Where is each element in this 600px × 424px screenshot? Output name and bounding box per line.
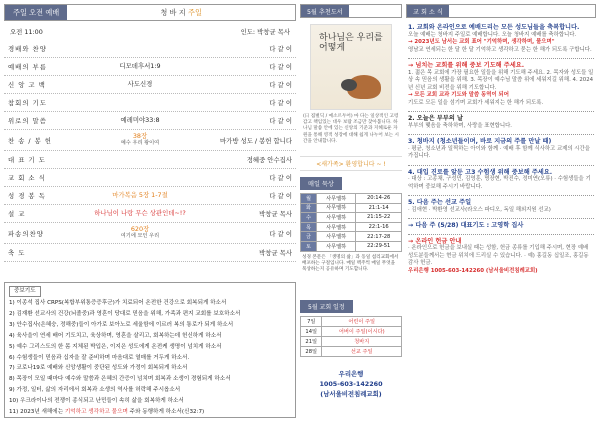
notice-subtext: 영남교 연세되는 한 달 한 달 기억하고 생각하고 묻는 한 해가 되도록 구합니다. [408, 46, 592, 53]
book-title: 하나님은 우리를 어떻게 [319, 33, 383, 53]
order-row [4, 205, 296, 223]
daily-cell: 월 [301, 194, 317, 204]
daily-row [301, 222, 402, 232]
notice-tab: 교 회 소 식 [407, 5, 449, 17]
schedule-row [301, 316, 402, 326]
notice-item [408, 169, 594, 192]
notice-heading: 2. 오늘은 부부의 날 [408, 115, 463, 122]
order-item: 교 회 소 식 [8, 174, 46, 182]
prayer-item: 10) 우크라이나의 전쟁이 종식되고 난민들이 속히 삶을 회복하게 하소서 [9, 398, 184, 405]
notice-divider [408, 195, 594, 196]
order-item: 신 앙 고 백 [8, 81, 46, 89]
notice-highlight: → 2023년도 남서는 교회 표어 "기억하며, 생각하며, 물으며" [408, 39, 555, 45]
notice-body: · 대상 : 고종채, 구성민, 김영훈, 명장현, 박진수, 정미연(오류) · 수험생들을 기억하며 중보해 주시기 바랍니다. [408, 176, 591, 190]
order-item: 찬 송 / 봉 헌 [8, 136, 52, 145]
notice-item [408, 115, 594, 130]
daily-title: 매일 묵상 [300, 177, 342, 190]
order-who: 다 같 이 [269, 192, 292, 200]
daily-cell: 사무엘하 [317, 241, 356, 251]
order-who: 다 같 이 [269, 45, 292, 53]
order-who: 정혜중 안수집사 [246, 156, 292, 164]
daily-cell: 사무엘하 [317, 213, 356, 223]
prayer-item: 7) 코로나19로 예배와 신앙생활이 중단된 성도와 가정이 회복되게 하소서 [9, 365, 188, 372]
schedule-event: 어린이 주일 [322, 316, 402, 326]
order-detail: 예레미야33:8 [120, 115, 160, 124]
daily-cell: 사무엘하 [317, 232, 356, 242]
order-detail: 하나님이 나랑 무슨 상관인데~!? [94, 208, 186, 217]
order-item: 대 표 기 도 [8, 156, 46, 164]
notice-body: · 김애현 · 박환영 선교사(라오스 파디오, 독일 해외지원 선교) [408, 206, 551, 213]
daily-cell: 사무엘하 [317, 203, 356, 213]
order-detail: 디모데후서1:9 [119, 61, 161, 70]
service-tab: 주일 오전 예배 [5, 5, 67, 20]
order-row [4, 244, 296, 262]
schedule-date: 14일 [301, 326, 322, 336]
service-time: 오전 11:00 [10, 28, 43, 36]
notice-subtext: 기도로 모든 일을 섬기며 교회가 세워지는 한 해가 되도록. [408, 99, 544, 106]
book-cover [310, 24, 392, 110]
order-row [4, 169, 296, 187]
welcome-banner: <새가족> 환영합니다 ~ ! [300, 156, 402, 171]
book-tab: 5월 추천도서 [301, 5, 349, 17]
schedule-date: 7일 [301, 316, 322, 326]
schedule-table [300, 316, 402, 357]
daily-cell: 수 [301, 213, 317, 223]
order-row [4, 223, 296, 244]
daily-note: 성경 본문은 「생명의 삶」과 동일 섭리교회에서 배포하는 구절입니다. 매일 맥주씩 매일 무엇을 묵상하는지 공유하며 기도합니다. [302, 254, 399, 272]
notice-item [408, 199, 594, 214]
bank-holder: (남서울비전침례교회) [320, 389, 382, 398]
order-who: 다 같 이 [269, 229, 292, 238]
bird-head-illustration [341, 79, 357, 91]
book-header [300, 4, 402, 18]
order-detail: 사도신경 [127, 79, 153, 88]
notice-highlight: → 모든 교회 교과 기도와 말씀 동역이 되어 [408, 92, 509, 98]
order-who: 다 같 이 [269, 117, 292, 125]
daily-cell: 사무엘하 [317, 194, 356, 204]
service-leader: 인도: 박창균 목사 [240, 28, 290, 36]
order-item: 경배와 찬양 [8, 45, 47, 53]
notice-divider [408, 218, 594, 219]
schedule-event: 청바지 [322, 336, 402, 346]
notice-divider [408, 111, 594, 112]
prayer-item: 4) 육사을이 연세 배어 기도치고, 육상하며, 영혼을 살리고, 회복하는데 헌신하게 하소서 [9, 332, 222, 339]
order-row [4, 187, 296, 205]
order-item: 참회의 기도 [8, 99, 47, 107]
left-column [300, 4, 402, 418]
worship-order [4, 40, 296, 262]
daily-cell: 20:14-26 [356, 194, 402, 204]
prayer-item: 2) 김재환 선교사의 건강(뇌졸중)과 영혼이 당대로 믿음을 위해, 가족과 편지 교회를 보호하소서 [9, 310, 241, 317]
notice-highlight: 우리은행 1005-603-142260 (남서울비전침례교회) [408, 267, 538, 274]
notice-heading: → 온라인 헌금 안내 [408, 237, 462, 245]
schedule-title: 5월 교회 일정 [300, 300, 353, 313]
daily-cell: 21:1-14 [356, 203, 402, 213]
daily-row [301, 213, 402, 223]
order-row [4, 58, 296, 76]
prayer-caption: 중보기도 [9, 286, 41, 297]
schedule-date: 21일 [301, 336, 322, 346]
order-detail: 38장 예수 우리 왕이여 [120, 132, 160, 146]
service-header [4, 4, 296, 21]
schedule-event: 선교 주일 [322, 346, 402, 356]
notice-heading: → 다음 주 (5/28) 대표기도 : 고영학 집사 [408, 222, 524, 229]
order-who: 다 같 이 [269, 99, 292, 107]
prayer-item: 9) 가정, 일터, 삶의 자리에서 회복과 소생의 역사를 허락해 주시옵소서 [9, 387, 181, 394]
right-column [406, 4, 596, 418]
order-who: 다 같 이 [269, 63, 292, 71]
daily-row [301, 203, 402, 213]
prayer-item: 11) 2023년 새해에는 기억하고 생각하고 물으며 주와 동행하게 하소서(신32:7) [9, 409, 205, 416]
order-row [4, 112, 296, 130]
order-detail: 620장 여기에 모인 우리 [120, 225, 160, 239]
book-description: (日 집벌딕 / 예소르두어) 마 다는 일상적인 고령감고 책임있는 대우 보람 조금만 찾아봅니다. 하나님 말씀 안에 있는 신앙의 기준과 지혜로운 자원을 통해 영적 성장에 대해 쉽게 나누어 보는 시간을 안내합니다. [303, 114, 399, 144]
right-page [300, 4, 596, 418]
daily-cell: 22:17-28 [356, 232, 402, 242]
order-item: 성 경 봉 독 [8, 192, 46, 200]
order-who: 다 같 이 [269, 174, 292, 182]
notice-body: 부부의 맺음을 축하하며, 사랑을 표현합니다. [408, 122, 513, 129]
bank-account: 1005-603-142260 [319, 379, 383, 388]
schedule-row [301, 326, 402, 336]
order-row [4, 94, 296, 112]
notice-heading: 4. 대입 진로를 앞둔 고3 수험생 위해 중보해 주세요. [408, 168, 553, 176]
prayer-item: 5) 예수 그리스도의 한 몸 지체된 박입은, 이지은 성도에게 온전케 생명이 넘치게 하소서 [9, 343, 222, 350]
daily-cell: 목 [301, 222, 317, 232]
order-who: 마가방 성도 / 봉헌 합니다 [220, 136, 293, 145]
prayer-item: 3) 안수집사(은혜숭, 정해중)들이 아가로 보아노로 세울함에 이르러 복의 통로가 되게 하소서 [9, 321, 234, 328]
order-item: 예배의 부름 [8, 63, 47, 71]
order-row [4, 151, 296, 169]
daily-row [301, 232, 402, 242]
notice-item [408, 62, 594, 107]
notice-item [408, 238, 594, 276]
schedule-date: 28일 [301, 346, 322, 356]
daily-cell: 화 [301, 203, 317, 213]
notice-divider [408, 134, 594, 135]
bank-info [300, 369, 402, 399]
daily-cell: 사무엘하 [317, 222, 356, 232]
order-item: 위로의 말씀 [8, 117, 47, 125]
notice-heading: → 넘치는 교회를 위해 중보 기도해 주세요. [408, 62, 525, 69]
notice-heading: 5. 다음 주는 선교 주일 [408, 199, 472, 206]
daily-cell: 21:15-22 [356, 213, 402, 223]
order-row [4, 130, 296, 151]
service-title: 청 바 지 주일 [160, 7, 202, 17]
order-item: 설 교 [8, 210, 26, 218]
notice-divider [408, 165, 594, 166]
prayer-box [4, 282, 296, 418]
daily-cell: 22:1-16 [356, 222, 402, 232]
notice-divider [408, 58, 594, 59]
daily-cell: 22:29-51 [356, 241, 402, 251]
order-item: 축 도 [8, 249, 26, 257]
notice-body: 1. 젊은 목 교회에 가장 필요한 일들을 위해 기도해 주세요. 2. 목자와 성도들 일상 속 믿음의 생활을 위해. 3. 목장이 예수님 말씀 위에 세워지길 위해. 4. 2024년 신년 교회 비전을 위해 기도합니다. [408, 69, 594, 91]
daily-cell: 금 [301, 232, 317, 242]
prayer-item: 8) 목장이 모일 때마다 예수와 말씀과 은혜의 간증이 넘치며 회복과 소생이 경험되게 하소서 [9, 376, 231, 383]
schedule-row [301, 336, 402, 346]
order-who: 박창균 목사 [259, 210, 292, 218]
daily-row [301, 194, 402, 204]
prayer-item: 6) 수험생들이 믿음과 십자을 잘 준비하며 마음대로 열매를 거두게 하소서. [9, 354, 190, 361]
notice-header [406, 4, 596, 18]
order-item: 파송의찬양 [8, 229, 44, 238]
notice-list [406, 18, 596, 275]
notice-item [408, 138, 594, 161]
schedule-row [301, 346, 402, 356]
order-row [4, 40, 296, 58]
daily-table [300, 193, 402, 252]
notice-item [408, 222, 594, 230]
order-row [4, 76, 296, 94]
order-who: 박창균 목사 [259, 249, 292, 257]
notice-heading: 3. 청바지 (청소년들이며, 바로 지금의 주를 만날 때) [408, 138, 552, 145]
daily-row [301, 241, 402, 251]
notice-item [408, 24, 594, 54]
service-meta [4, 21, 296, 40]
daily-cell: 토 [301, 241, 317, 251]
notice-heading: 1. 교회와 온라인으로 예배드리는 모든 성도님들을 축복합니다. [408, 24, 580, 31]
order-detail: 마가복음 5장 1-7절 [112, 190, 168, 199]
notice-body: · 온라인으로 헌금을 보내실 때는 성함, 헌금 종류를 기입해 주시며, 현장 예배 성도분들께서는 현금 위치에 드리실 수 있습니다. · 예) 홍길동 십일조, 홍길동 감사 헌금. [408, 245, 589, 266]
prayer-list [9, 298, 291, 418]
notice-body: 오늘 예배는 청바지 주일로 예배합니다. 오늘 청바지 예배를 축하합니다. [408, 31, 577, 38]
notice-divider [408, 234, 594, 235]
notice-body: · 평균, 청소년과 일찍하는 아이와 함께 · 예배 후 함께 식사하고 교제의 시간을 가집니다. [408, 145, 590, 159]
bank-name: 우리은행 [338, 369, 364, 378]
prayer-item: 1) 이종석 집사 CRPS(복합부위통증증후군)가 치료되어 온전한 건강으로 회복되게 하소서 [9, 300, 227, 306]
order-who: 다 같 이 [269, 81, 292, 89]
left-page [4, 4, 296, 418]
schedule-event: 어버이 주일(이시다) [322, 326, 402, 336]
